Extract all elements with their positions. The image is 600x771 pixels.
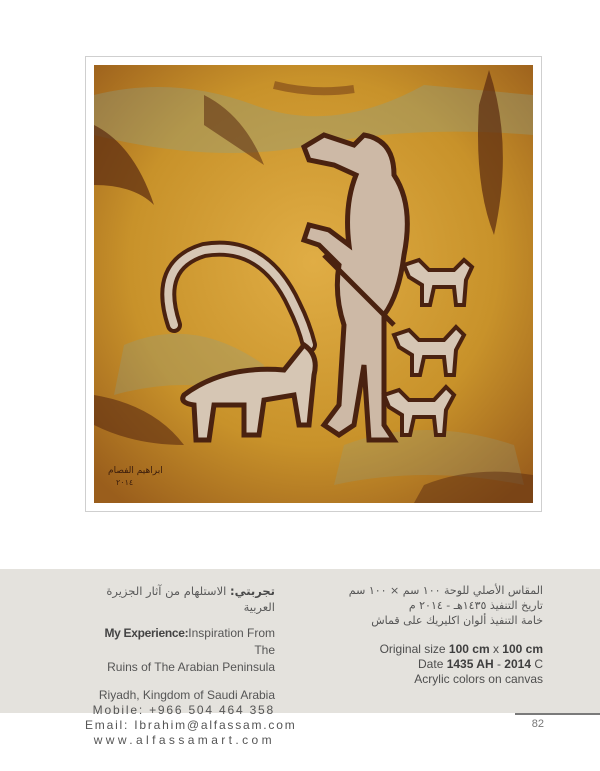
artwork-frame [85,56,542,512]
location-text: Riyadh, Kingdom of Saudi Arabia [98,688,275,702]
details-english [355,642,543,687]
signature-year: ٢٠١٤ [116,478,134,487]
title-arabic: تجربتي: الاستلهام من آثار الجزيرة العربية [106,584,275,614]
title-english: My Experience:Inspiration From The Ruins of The Arabian Peninsula [104,626,275,674]
mobile-text: Mobile: +966 504 464 358 [92,703,275,717]
artwork-info-left [85,583,297,748]
size-arabic: المقاس الأصلي للوحة ١٠٠ سم × ١٠٠ سم [348,584,543,597]
page-number: 82 [531,718,544,730]
medium-arabic: خامة التنفيذ ألوان اكليريك على قماش [371,614,543,627]
artwork-info-right [348,583,543,687]
medium-english: Acrylic colors on canvas [414,672,543,686]
date-english: Date 1435 AH - 2014 C [418,657,543,671]
contact-details [85,688,297,748]
painting-image [94,65,533,503]
website-text: www.alfassamart.com [93,733,275,747]
email-text: Email: Ibrahim@alfassam.com [85,718,297,732]
page-number-rule [515,713,600,715]
date-arabic: تاريخ التنفيذ ١٤٣٥هـ - ٢٠١٤ م [408,599,543,612]
size-english: Original size 100 cm x 100 cm [379,642,543,656]
artist-signature: ابراهيم الفصام [108,466,163,476]
